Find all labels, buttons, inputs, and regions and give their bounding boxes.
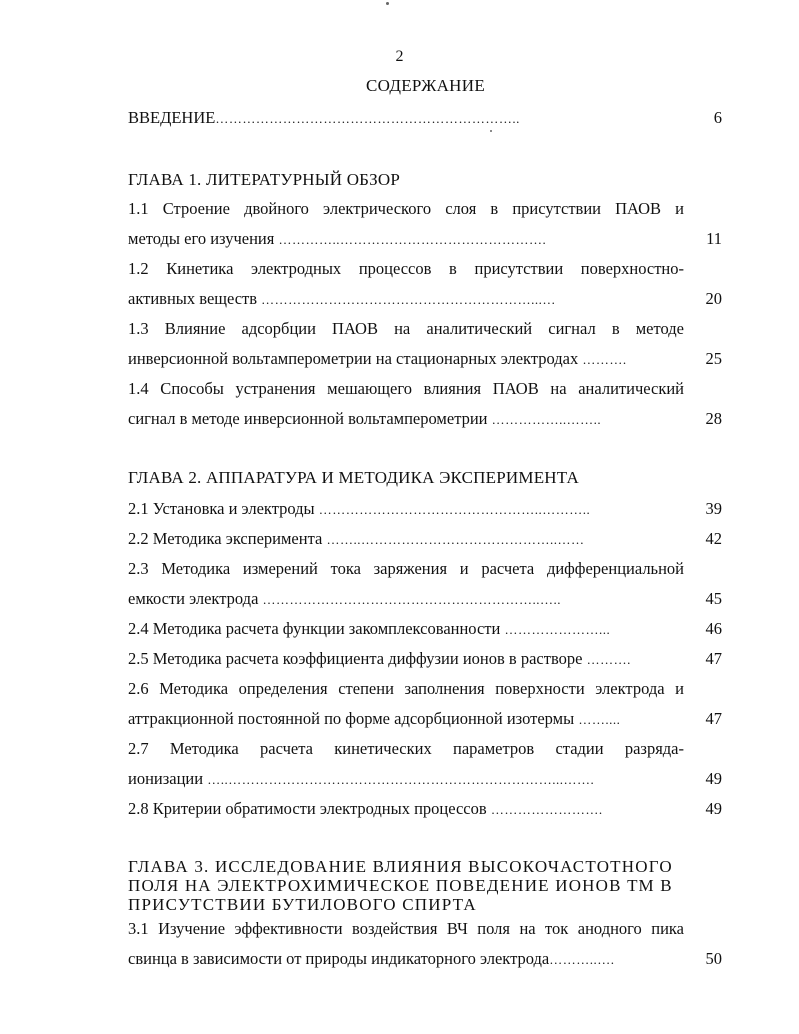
toc-entry-2-3[interactable]: [128, 589, 684, 609]
toc-entry-label: ионизации: [128, 769, 204, 788]
toc-entry-label: инверсионной вольтамперометрии на стационарных электродах: [128, 349, 579, 368]
page-title: СОДЕРЖАНИЕ: [365, 76, 486, 95]
toc-entry-2-3-line1: 2.3 Методика измерений тока заряжения и расчета дифференциальной: [128, 559, 684, 578]
toc-entry-1-1[interactable]: [128, 229, 684, 249]
toc-entry-label: ВВЕДЕНИЕ: [128, 108, 216, 127]
toc-entry-1-3-line1: 1.3 Влияние адсорбции ПАОВ на аналитический сигнал в методе: [128, 319, 684, 338]
leader-dots: …………………………………………………………..: [215, 111, 520, 126]
leader-dots: ………..….: [549, 952, 615, 967]
toc-entry-3-1-line1: 3.1 Изучение эффективности воздействия ВЧ поля на ток анодного пика: [128, 919, 684, 938]
leader-dots: …………………….: [490, 802, 603, 817]
toc-entry-1-3[interactable]: [128, 349, 684, 369]
leader-dots: ……………………………………………………...…: [261, 292, 556, 307]
chapter-1-heading: ГЛАВА 1. ЛИТЕРАТУРНЫЙ ОБЗОР: [128, 170, 400, 189]
leader-dots: ……………..……..: [491, 412, 602, 427]
leader-dots: …………………………………………..………..: [318, 502, 591, 517]
toc-entry-page: 49: [705, 799, 722, 818]
leader-dots: ……………………………………………………..…..: [262, 592, 562, 607]
chapter-3-heading: ГЛАВА 3. ИССЛЕДОВАНИЕ ВЛИЯНИЯ ВЫСОКОЧАСТОТНОГО ПОЛЯ НА ЭЛЕКТРОХИМИЧЕСКОЕ ПОВЕДЕНИЕ ИОНОВ ТМ В ПРИСУТСТВИИ БУТИЛОВОГО СПИРТА: [128, 857, 673, 914]
scan-speck: [490, 130, 492, 132]
toc-entry-page: 6: [713, 108, 722, 127]
toc-entry-2-6-line1: 2.6 Методика определения степени заполнения поверхности электрода и: [128, 679, 684, 698]
toc-entry-label: активных веществ: [128, 289, 258, 308]
toc-entry-3-1[interactable]: [128, 949, 684, 969]
leader-dots: ……….: [586, 652, 631, 667]
chapter-2-heading: ГЛАВА 2. АППАРАТУРА И МЕТОДИКА ЭКСПЕРИМЕНТА: [128, 468, 579, 487]
leader-dots: …..………………………………………………………………...…….: [207, 772, 595, 787]
leader-dots: …………………...: [504, 622, 611, 637]
toc-entry-1-1-line1: 1.1 Строение двойного электрического слоя в присутствии ПАОВ и: [128, 199, 684, 218]
toc-entry-page: 47: [705, 709, 722, 728]
toc-entry-label: 2.4 Методика расчета функции закомплексованности: [128, 619, 501, 638]
toc-entry-label: сигнал в методе инверсионной вольтамперометрии: [128, 409, 488, 428]
toc-entry-label: свинца в зависимости от природы индикаторного электрода: [128, 949, 550, 968]
toc-entry-1-2[interactable]: [128, 289, 684, 309]
toc-entry-page: 47: [705, 649, 722, 668]
toc-entry-1-4-line1: 1.4 Способы устранения мешающего влияния ПАОВ на аналитический: [128, 379, 684, 398]
toc-entry-page: 25: [705, 349, 722, 368]
toc-entry-page: 20: [705, 289, 722, 308]
toc-entry-page: 49: [705, 769, 722, 788]
toc-entry-label: аттракционной постоянной по форме адсорбционной изотермы: [128, 709, 575, 728]
toc-entry-2-7[interactable]: [128, 769, 684, 789]
toc-entry-label: 2.8 Критерии обратимости электродных процессов: [128, 799, 487, 818]
toc-entry-2-4[interactable]: [128, 619, 684, 639]
toc-entry-2-1[interactable]: [128, 499, 684, 519]
toc-entry-label: емкости электрода: [128, 589, 259, 608]
toc-entry-2-5[interactable]: [128, 649, 684, 669]
toc-entry-2-7-line1: 2.7 Методика расчета кинетических параметров стадии разряда-: [128, 739, 684, 758]
leader-dots: …………..……………………………………….: [278, 232, 547, 247]
toc-entry-page: 28: [705, 409, 722, 428]
toc-entry-page: 45: [705, 589, 722, 608]
toc-entry-label: 2.1 Установка и электроды: [128, 499, 315, 518]
toc-entry-2-2[interactable]: [128, 529, 684, 549]
toc-entry-label: 2.5 Методика расчета коэффициента диффузии ионов в растворе: [128, 649, 583, 668]
toc-entry-page: 39: [705, 499, 722, 518]
leader-dots: ……….: [582, 352, 627, 367]
toc-entry-page: 46: [705, 619, 722, 638]
toc-entry-label: методы его изучения: [128, 229, 275, 248]
page-number: 2: [395, 48, 404, 65]
toc-entry-2-8[interactable]: [128, 799, 684, 819]
toc-entry-page: 42: [705, 529, 722, 548]
leader-dots: ……..……………………………………..……: [326, 532, 585, 547]
toc-entry-2-6[interactable]: [128, 709, 684, 729]
toc-entry-page: 50: [705, 949, 722, 968]
scan-speck: [386, 2, 389, 5]
toc-entry-1-4[interactable]: [128, 409, 684, 429]
toc-entry-intro[interactable]: [128, 108, 684, 128]
leader-dots: ……....: [578, 712, 621, 727]
toc-entry-label: 2.2 Методика эксперимента: [128, 529, 323, 548]
toc-entry-page: 11: [706, 229, 722, 248]
toc-entry-1-2-line1: 1.2 Кинетика электродных процессов в присутствии поверхностно-: [128, 259, 684, 278]
